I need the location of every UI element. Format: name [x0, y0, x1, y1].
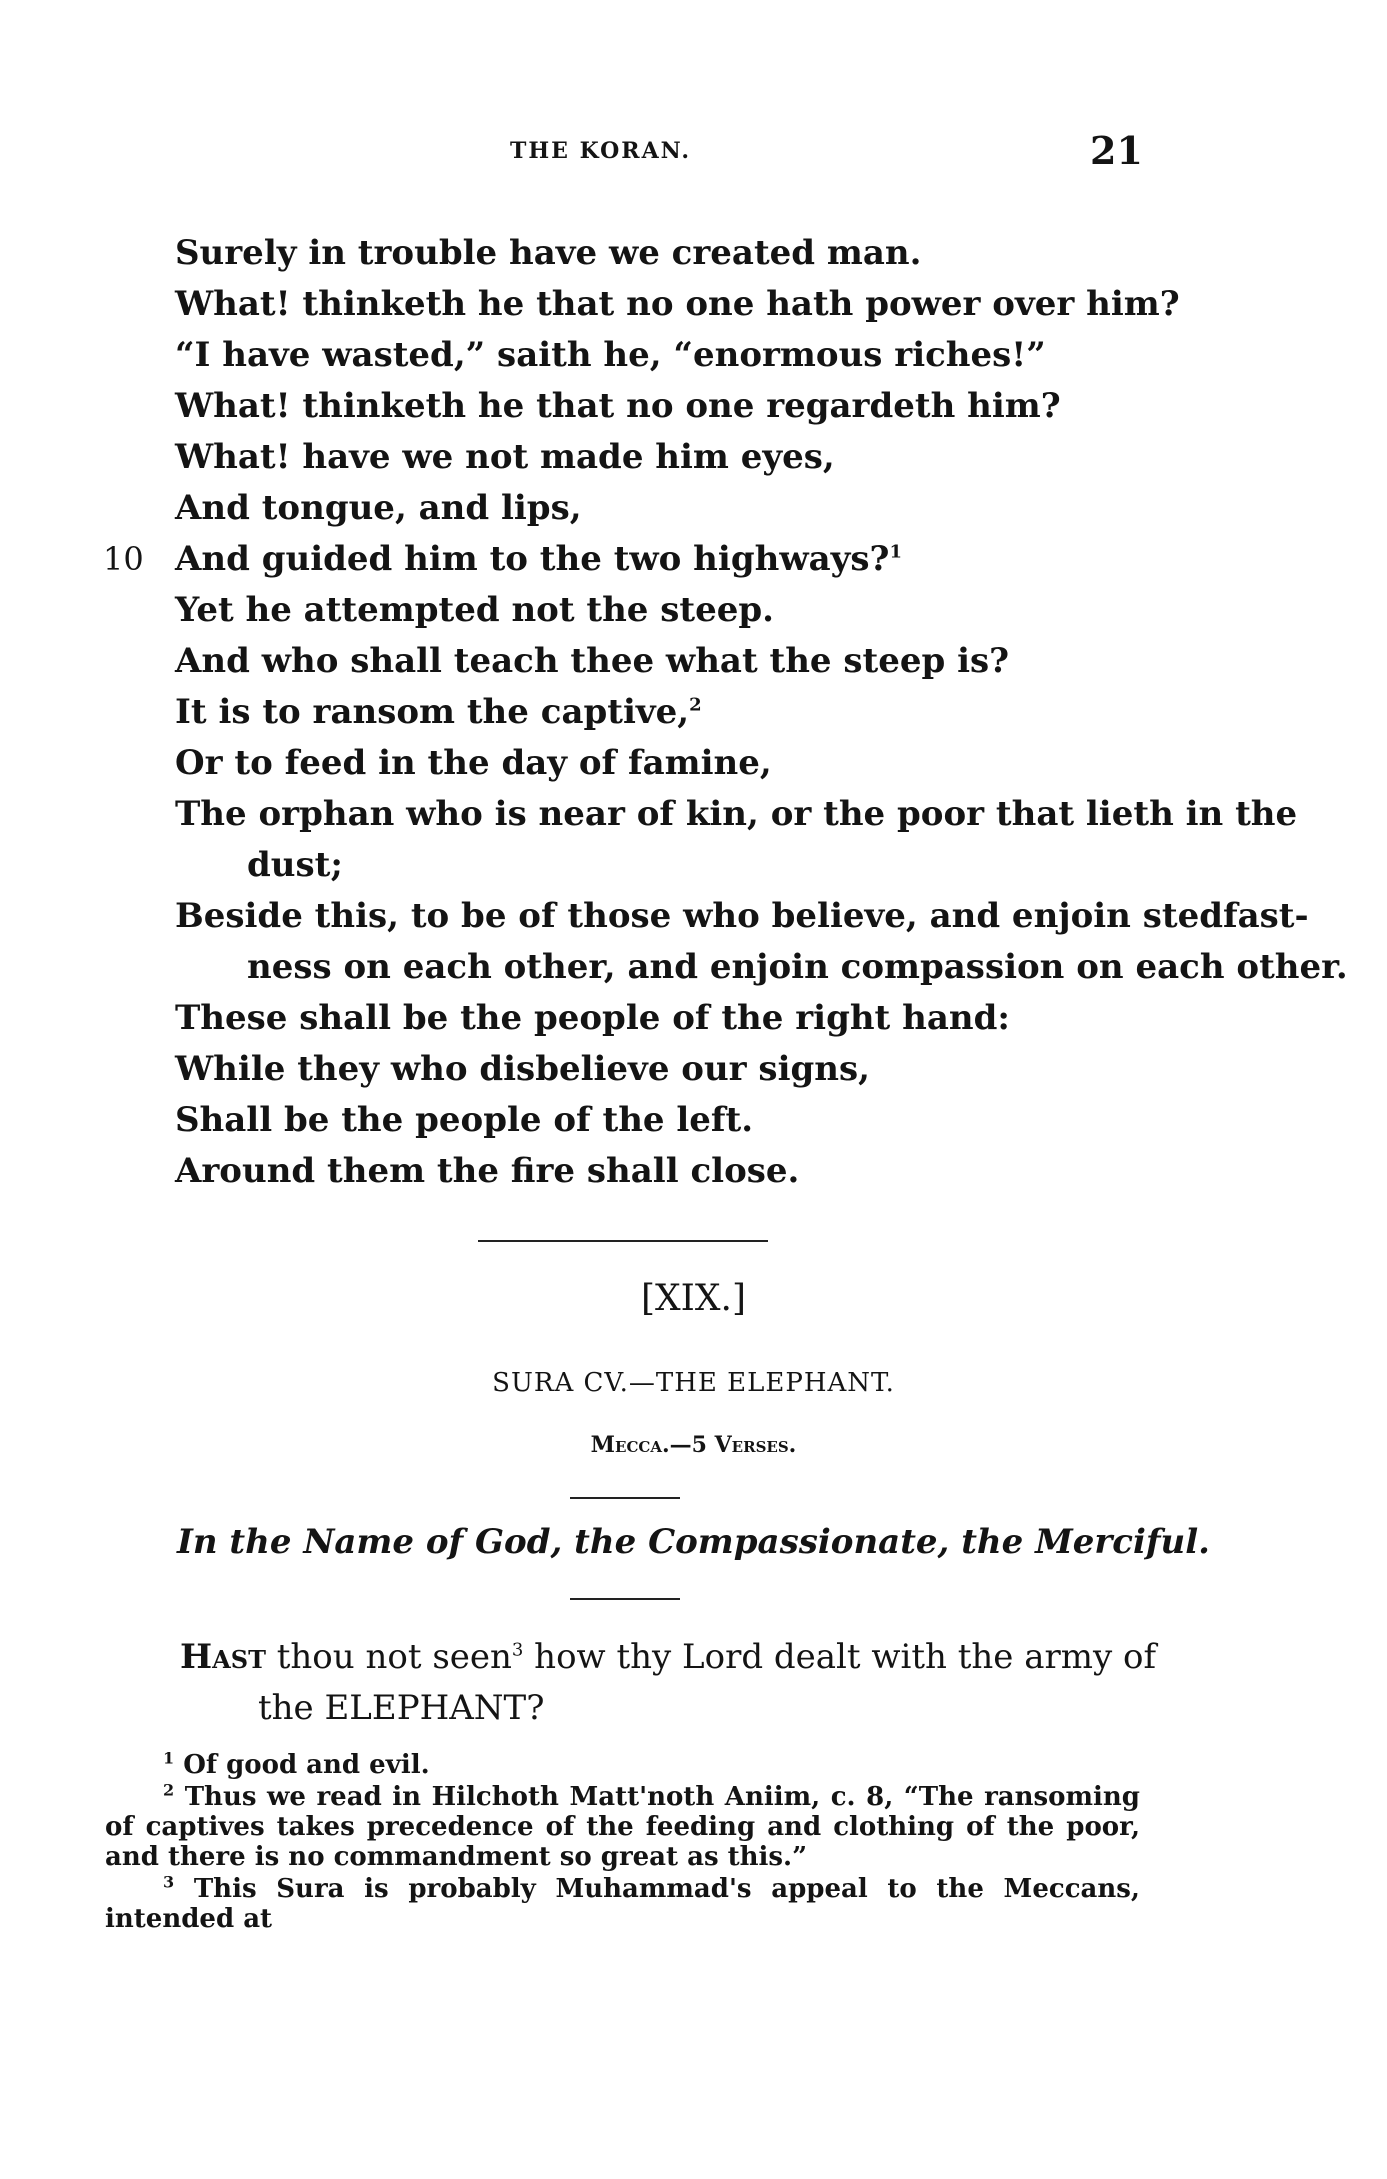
verse-line: Shall be the people of the left.: [175, 1100, 754, 1140]
verse-line: While they who disbelieve our signs,: [175, 1049, 870, 1089]
verse-line: Surely in trouble have we created man.: [175, 233, 922, 273]
verse-line: The orphan who is near of kin, or the poor that lieth in the: [175, 794, 1298, 834]
page-number: 21: [1090, 128, 1143, 173]
short-divider: [570, 1598, 680, 1600]
verse-line: And tongue, and lips,: [175, 488, 582, 528]
footnote: $^3$ This Sura is probably Muhammad's appeal to the Meccans, intended at: [105, 1872, 1140, 1934]
verse-line: And who shall teach thee what the steep is?: [175, 641, 1010, 681]
footnote-ref: 1: [889, 541, 902, 563]
verse-line: 10 And guided him to the two highways?$^1$: [175, 534, 1175, 585]
section-number: [XIX.]: [640, 1278, 746, 1319]
verse-line: These shall be the people of the right hand:: [175, 998, 1010, 1038]
verse-line: What! thinketh he that no one regardeth him?: [175, 386, 1061, 426]
verse-line: Around them the fire shall close.: [175, 1151, 800, 1191]
verse-line: Yet he attempted not the steep.: [175, 590, 775, 630]
verse-line: Hast thou not seen$^3$ how thy Lord dealt with the army of: [180, 1637, 1157, 1677]
sura-meta: Mecca.—5 Verses.: [590, 1432, 797, 1458]
verse-line: What! thinketh he that no one hath power over him?: [175, 284, 1180, 324]
running-title: THE KORAN.: [510, 138, 691, 164]
footnotes: [105, 1750, 1140, 1936]
invocation: In the Name of God, the Compassionate, the Merciful.: [176, 1522, 1211, 1562]
first-word: Hast: [180, 1637, 266, 1677]
short-divider: [570, 1497, 680, 1499]
sura-title: SURA CV.—THE ELEPHANT.: [492, 1368, 895, 1398]
line-number: 10: [103, 540, 144, 578]
verse-line-continuation: the ELEPHANT?: [258, 1688, 545, 1728]
footnote-ref: 3: [511, 1639, 524, 1661]
verse-line: “I have wasted,” saith he, “enormous riches!”: [175, 335, 1046, 375]
verse-line: What! have we not made him eyes,: [175, 437, 835, 477]
verse-line-continuation: ness on each other, and enjoin compassion on each other.: [247, 947, 1348, 987]
verse-line-continuation: dust;: [247, 845, 343, 885]
verse-block: [103, 228, 1348, 1197]
footnote: $^1$ Of good and evil.: [163, 1748, 430, 1780]
verse-line: It is to ransom the captive,$^2$: [175, 692, 702, 732]
footnote-ref: 2: [689, 694, 702, 716]
verse-line: Beside this, to be of those who believe, and enjoin stedfast-: [175, 896, 1309, 936]
verse-line: Or to feed in the day of famine,: [175, 743, 772, 783]
section-divider: [478, 1240, 768, 1242]
footnote: $^2$ Thus we read in Hilchoth Matt'noth Aniim, c. 8, “The ransoming of captives takes precedence of the feeding and clothing of the poor, and there is no commandment so great as this.”: [105, 1780, 1140, 1872]
sura-verse-block: [180, 1632, 1180, 1734]
